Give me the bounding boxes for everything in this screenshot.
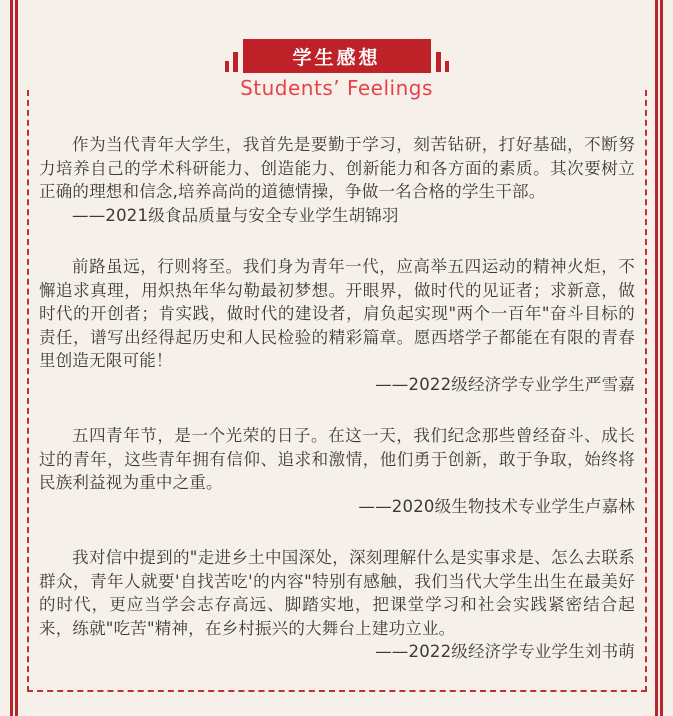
article-body <box>39 133 635 692</box>
quote-text: 我对信中提到的"走进乡土中国深处，深刻理解什么是实事求是、怎么去联系群众，青年人就要'自找苦吃'的内容"特别有感触，我们当代大学生出生在最美好的时代，更应当学会志存高远、脚踏实地，把课堂学习和社会实践紧密结合起来，练就"吃苦"精神，在乡村振兴的大舞台上建功立业。 <box>39 548 635 638</box>
deco-bar-small-left <box>225 61 229 72</box>
section-subtitle: Students’ Feelings <box>240 76 433 100</box>
student-quote-block <box>39 133 635 227</box>
section-title: 学生感想 <box>292 46 381 69</box>
deco-bars-left <box>225 52 238 72</box>
student-quote-block <box>39 546 635 664</box>
right-edge-outer-rule <box>660 0 663 716</box>
quote-text: 五四青年节，是一个光荣的日子。在这一天，我们纪念那些曾经奋斗、成长过的青年，这些青年拥有信仰、追求和激情，他们勇于创新，敢于争取，始终将民族利益视为重中之重。 <box>39 426 635 492</box>
right-edge-inner-rule <box>655 0 658 716</box>
left-edge-inner-rule <box>15 0 18 716</box>
student-quote-block <box>39 255 635 396</box>
deco-bar-medium-right <box>436 52 441 72</box>
student-quote-block <box>39 424 635 518</box>
deco-bars-right <box>436 52 449 72</box>
deco-bar-small-right <box>445 61 449 72</box>
section-header <box>0 39 673 73</box>
quote-text: 前路虽远，行则将至。我们身为青年一代，应高举五四运动的精神火炬，不懈追求真理，用炽热年华勾勒最初梦想。开眼界，做时代的见证者；求新意，做时代的开创者；肯实践，做时代的建设者，肩负起实现"两个一百年"奋斗目标的责任，谱写出经得起历史和人民检验的精彩篇章。愿西塔学子都能在有限的青春里创造无限可能！ <box>39 257 635 370</box>
deco-bar-medium-left <box>233 52 238 72</box>
quote-attribution: ——2021级食品质量与安全专业学生胡锦羽 <box>72 205 399 225</box>
section-title-banner <box>243 39 431 73</box>
quote-attribution: ——2020级生物技术专业学生卢嘉林 <box>358 496 635 516</box>
quote-text: 作为当代青年大学生，我首先是要勤于学习，刻苦钻研，打好基础，不断努力培养自己的学术科研能力、创造能力、创新能力和各方面的素质。其次要树立正确的理想和信念,培养高尚的道德情操，争做一名合格的学生干部。 <box>39 135 635 201</box>
quote-attribution: ——2022级经济学专业学生刘书萌 <box>375 642 635 661</box>
left-edge-outer-rule <box>10 0 13 716</box>
quote-attribution: ——2022级经济学专业学生严雪嘉 <box>375 374 635 394</box>
